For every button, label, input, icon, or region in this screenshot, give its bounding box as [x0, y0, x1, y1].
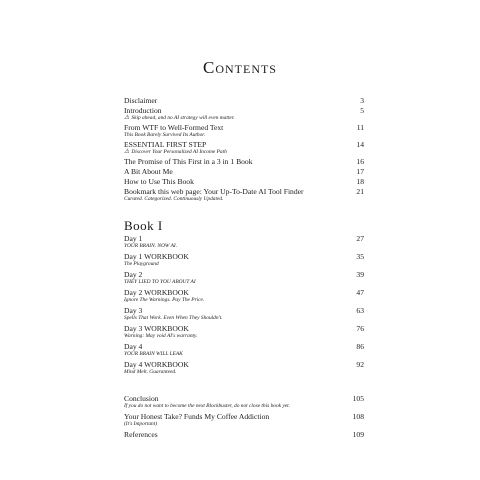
- toc-entry[interactable]: [124, 177, 364, 186]
- toc-entry[interactable]: [124, 157, 364, 166]
- toc-entry[interactable]: [124, 234, 364, 250]
- entry-subtitle-text: Spells That Work. Even When They Shouldn't.: [124, 315, 223, 321]
- entry-subtitle-text: Ignore The Warnings. Pay The Price.: [124, 297, 205, 303]
- entry-title: Bookmark this web page: Your Up-To-Date AI Tool Finder: [124, 187, 304, 196]
- entry-page-number: 17: [356, 167, 364, 176]
- entry-title: Conclusion: [124, 394, 159, 403]
- entry-subtitle: [124, 315, 364, 322]
- entry-subtitle-text: Warning: May void AI's warranty.: [124, 333, 198, 339]
- entry-page-number: 14: [356, 140, 364, 149]
- book-items: [124, 234, 364, 378]
- entry-title: How to Use This Book: [124, 177, 194, 186]
- entry-subtitle-text: Curated. Categorized. Continuously Updated.: [124, 196, 224, 202]
- entry-page-number: 108: [352, 412, 364, 421]
- entry-subtitle: [124, 333, 364, 340]
- entry-subtitle: [124, 297, 364, 304]
- entry-subtitle-text: Mind Melt. Guaranteed.: [124, 369, 177, 375]
- entry-title: Day 2 WORKBOOK: [124, 288, 189, 297]
- entry-page-number: 47: [356, 288, 364, 297]
- entry-page-number: 11: [356, 123, 364, 132]
- toc-entry[interactable]: [124, 324, 364, 340]
- entry-subtitle: [124, 115, 364, 122]
- toc-entry[interactable]: [124, 123, 364, 139]
- toc-entry[interactable]: [124, 430, 364, 439]
- entry-title: Day 3: [124, 306, 143, 315]
- entry-page-number: 76: [356, 324, 364, 333]
- entry-subtitle: [124, 351, 364, 358]
- entry-page-number: 86: [356, 342, 364, 351]
- toc-entry[interactable]: [124, 288, 364, 304]
- entry-subtitle-text: The Playground: [124, 261, 159, 267]
- toc-entry[interactable]: [124, 412, 364, 428]
- entry-title: Day 2: [124, 270, 143, 279]
- entry-title: Day 4: [124, 342, 143, 351]
- entry-title: Day 1 WORKBOOK: [124, 252, 189, 261]
- entry-title: A Bit About Me: [124, 167, 173, 176]
- entry-subtitle: [124, 421, 364, 428]
- warning-icon: ⚠: [124, 115, 130, 121]
- entry-page-number: 16: [356, 157, 364, 166]
- entry-page-number: 5: [360, 106, 364, 115]
- entry-subtitle-text: THEY LIED TO YOU ABOUT AI: [124, 279, 196, 285]
- entry-title: Day 4 WORKBOOK: [124, 360, 189, 369]
- warning-icon: ⚠: [124, 149, 130, 155]
- entry-subtitle-text: This Book Barely Survived Its Author.: [124, 132, 206, 138]
- entry-subtitle: [124, 196, 364, 203]
- toc-entry[interactable]: [124, 167, 364, 176]
- toc-entry[interactable]: [124, 342, 364, 358]
- entry-subtitle-text: Skip ahead, and no AI strategy will even matter.: [131, 115, 235, 121]
- entry-page-number: 109: [352, 430, 364, 439]
- entry-subtitle: [124, 261, 364, 268]
- end-matter: [124, 394, 364, 441]
- entry-subtitle: [124, 132, 364, 139]
- toc-entry[interactable]: [124, 394, 364, 410]
- entry-subtitle: [124, 149, 364, 156]
- entry-subtitle: [124, 369, 364, 376]
- toc-entry[interactable]: [124, 306, 364, 322]
- entry-page-number: 63: [356, 306, 364, 315]
- entry-subtitle-text: Discover Your Personalized AI Income Path: [131, 149, 227, 155]
- toc-entry[interactable]: [124, 252, 364, 268]
- entry-subtitle-text: If you do not want to become the next Blockbuster, do not close this book yet.: [124, 403, 291, 409]
- toc-entry[interactable]: [124, 187, 364, 203]
- entry-title: From WTF to Well-Formed Text: [124, 123, 224, 132]
- entry-page-number: 21: [356, 187, 364, 196]
- entry-title: Day 1: [124, 234, 143, 243]
- entry-page-number: 27: [356, 234, 364, 243]
- entry-page-number: 35: [356, 252, 364, 261]
- entry-page-number: 105: [352, 394, 364, 403]
- entry-subtitle: [124, 403, 364, 410]
- toc-entry[interactable]: [124, 360, 364, 376]
- entry-title: Disclaimer: [124, 96, 158, 105]
- entry-title: Day 3 WORKBOOK: [124, 324, 189, 333]
- entry-subtitle: [124, 243, 364, 250]
- front-matter: [124, 96, 364, 204]
- entry-title: ESSENTIAL FIRST STEP: [124, 140, 207, 149]
- entry-page-number: 18: [356, 177, 364, 186]
- entry-subtitle-text: (It's Important): [124, 421, 158, 427]
- entry-page-number: 3: [360, 96, 364, 105]
- toc-entry[interactable]: [124, 270, 364, 286]
- entry-subtitle-text: YOUR BRAIN. NOW AI.: [124, 243, 178, 249]
- entry-subtitle-text: YOUR BRAIN WILL LEAK: [124, 351, 183, 357]
- toc-entry[interactable]: [124, 96, 364, 105]
- entry-title: References: [124, 430, 158, 439]
- entry-title: The Promise of This First in a 3 in 1 Book: [124, 157, 253, 166]
- page-title: Contents: [202, 58, 277, 77]
- entry-title: Introduction: [124, 106, 162, 115]
- toc-entry[interactable]: [124, 106, 364, 122]
- book-heading: Book I: [124, 218, 163, 233]
- entry-page-number: 92: [356, 360, 364, 369]
- entry-page-number: 39: [356, 270, 364, 279]
- entry-title: Your Honest Take? Funds My Coffee Addiction: [124, 412, 270, 421]
- entry-subtitle: [124, 279, 364, 286]
- toc-entry[interactable]: [124, 140, 364, 156]
